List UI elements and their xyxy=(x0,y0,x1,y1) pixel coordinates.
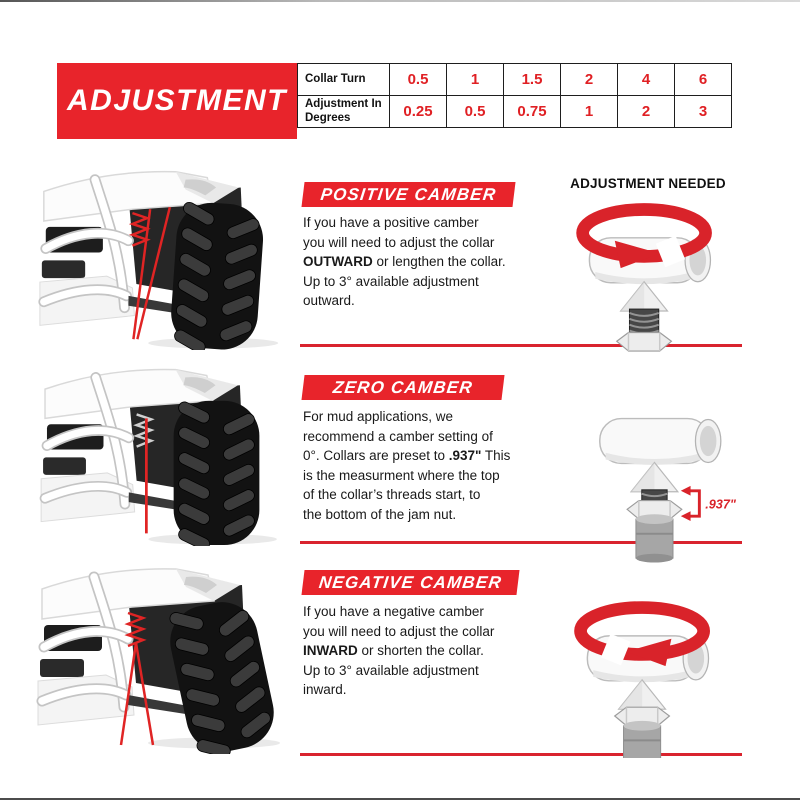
zero-camber-title: ZERO CAMBER xyxy=(332,377,475,397)
body-line xyxy=(303,446,555,466)
adjustment-degrees-value: 0.5 xyxy=(447,96,504,128)
adjustment-banner-label: ADJUSTMENT xyxy=(66,84,287,117)
body-line xyxy=(303,641,555,661)
top-edge-line xyxy=(0,0,800,2)
adjustment-needed-label: ADJUSTMENT NEEDED xyxy=(570,176,726,191)
positive-camber-title: POSITIVE CAMBER xyxy=(319,184,498,204)
body-line: recommend a camber setting of xyxy=(303,428,493,444)
collar-turn-value: 4 xyxy=(618,64,675,96)
positive-camber-title-bar xyxy=(301,182,515,207)
body-line: If you have a positive camber xyxy=(303,215,479,230)
mud-tire xyxy=(168,200,265,350)
tie-rod-collar xyxy=(636,514,673,562)
body-line: outward. xyxy=(303,293,355,308)
body-line: you will need to adjust the collar xyxy=(303,623,495,639)
tie-rod-threads xyxy=(629,309,658,335)
keyword-measurement: .937" xyxy=(448,448,482,463)
tierod-positive-illustration xyxy=(558,190,738,352)
body-line-rest: This xyxy=(481,448,511,463)
body-line: For mud applications, we xyxy=(303,409,454,424)
adjustment-degrees-value: 3 xyxy=(675,96,732,128)
collar-turn-value: 1 xyxy=(447,64,504,96)
collar-turn-value: 6 xyxy=(675,64,732,96)
keyword-outward: OUTWARD xyxy=(303,254,373,269)
negative-camber-title: NEGATIVE CAMBER xyxy=(317,572,504,592)
zero-camber-title-bar xyxy=(301,375,504,400)
body-line: is the measurment where the top xyxy=(303,467,500,483)
adjustment-banner xyxy=(57,63,297,139)
negative-camber-body xyxy=(303,602,555,700)
tie-rod-threads xyxy=(642,490,667,501)
negative-camber-title-bar xyxy=(301,570,519,595)
zero-camber-body xyxy=(303,407,555,524)
body-line: If you have a negative camber xyxy=(303,604,484,619)
keyword-inward: INWARD xyxy=(303,643,358,658)
collar-turn-value: 0.5 xyxy=(390,64,447,96)
collar-turn-row-label: Collar Turn xyxy=(298,64,390,96)
body-line-pre: 0°. Collars are preset to xyxy=(303,448,449,463)
tie-rod-tube xyxy=(600,419,721,465)
tie-rod-cone xyxy=(631,462,678,491)
adjustment-degrees-value: 0.25 xyxy=(390,96,447,128)
collar-turn-table xyxy=(297,63,732,128)
vehicle-zero-camber-photo xyxy=(36,356,284,546)
body-line: Up to 3° available adjustment xyxy=(303,662,479,678)
mud-tire xyxy=(163,595,281,754)
vehicle-negative-camber-photo xyxy=(36,554,284,754)
vehicle-positive-camber-photo xyxy=(36,158,284,350)
body-line xyxy=(303,252,555,272)
adjustment-degrees-value: 2 xyxy=(618,96,675,128)
measurement-bracket-icon xyxy=(681,486,700,521)
tie-rod-cone xyxy=(619,680,666,709)
body-line: the bottom of the jam nut. xyxy=(303,506,457,522)
body-line: of the collar’s threads start, to xyxy=(303,487,481,502)
adjustment-degrees-row-label: Adjustment In Degrees xyxy=(298,96,390,128)
tie-rod-cone xyxy=(621,282,668,311)
keyword-outward: you will need to adjust the collar xyxy=(303,234,495,250)
collar-turn-value: 2 xyxy=(561,64,618,96)
tierod-zero-illustration xyxy=(578,400,768,564)
jam-nut xyxy=(617,332,672,351)
body-line: Up to 3° available adjustment xyxy=(303,273,479,289)
body-line: inward. xyxy=(303,682,347,697)
tierod-negative-illustration xyxy=(556,588,736,758)
tie-rod-collar xyxy=(624,721,661,758)
collar-turn-value: 1.5 xyxy=(504,64,561,96)
adjustment-degrees-value: 0.75 xyxy=(504,96,561,128)
adjustment-degrees-value: 1 xyxy=(561,96,618,128)
mud-tire xyxy=(174,400,260,546)
body-line-rest: or shorten the collar. xyxy=(357,643,484,658)
measurement-label: .937" xyxy=(705,497,736,512)
positive-camber-body xyxy=(303,213,555,311)
body-line xyxy=(303,233,555,253)
body-line-rest: or lengthen the collar. xyxy=(372,254,506,269)
